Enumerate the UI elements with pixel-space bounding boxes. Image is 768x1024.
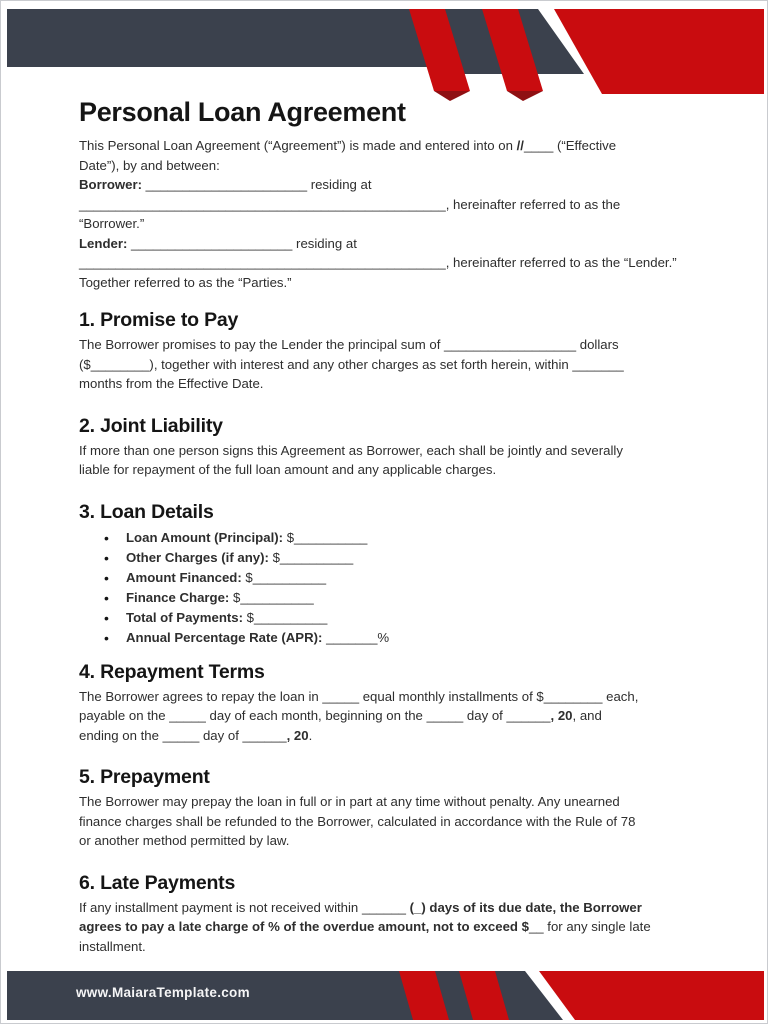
section-body-joint-liability [79,441,703,480]
blank-amount-financed: $__________ [245,569,327,585]
text-run: ), together with interest and any other charges as set forth herein, within [149,356,573,372]
text-run: Annual Percentage Rate (APR): [126,629,327,645]
date-placeholder: // [516,138,524,153]
blank-loan-amount: $__________ [286,529,368,545]
blank-effective-date: ____ [523,138,554,153]
loan-detail-item [79,548,703,568]
intro-paragraph [79,136,703,292]
text-run: , 20 [550,708,573,723]
text-run: residing at [296,235,357,251]
text-run: Total of Payments: [126,609,247,625]
blank-end-day: _____ [162,727,200,743]
blank-total-payments: $__________ [246,609,328,625]
text-run: This Personal Loan Agreement (“Agreement”) is made and entered into on [79,138,517,153]
blank-installment-amount: ________ [543,688,603,704]
section-body-late-payments [79,898,703,957]
section-heading-late-payments: 6. Late Payments [79,871,236,894]
section-heading-prepayment: 5. Prepayment [79,766,210,788]
loan-detail-item [79,528,703,548]
text-run: or another method permitted by law. [79,833,290,848]
blank-payment-day: _____ [169,708,206,723]
text-run: The Borrower agrees to repay the loan in [79,688,323,704]
text-run: day of [463,708,507,723]
text-run: agrees to pay a late charge of % of the overdue amount, not to exceed $ [79,919,529,934]
loan-details-list [79,528,703,648]
text-run: each, [602,688,639,704]
loan-detail-item [79,588,703,608]
document-title: Personal Loan Agreement [79,97,406,127]
blank-term-months: _______ [572,356,624,372]
blank-begin-day: _____ [426,708,464,723]
blank-late-cap: __ [528,919,544,934]
text-run: (“Effective [553,138,617,153]
text-run: “Borrower.” [79,216,145,231]
blank-end-month: ______ [242,727,287,743]
section-heading-loan-details: 3. Loan Details [79,500,214,523]
text-run: , hereinafter referred to as the “Lender.” [445,255,677,270]
lender-label: Lender: [79,235,128,251]
section-heading-promise-to-pay: 1. Promise to Pay [79,309,239,331]
text-run: Amount Financed: [126,569,246,585]
blank-borrower-address: __________________________________________________ [79,196,446,212]
blank-lender-address: __________________________________________________ [79,255,446,270]
text-run: Other Charges (if any): [126,549,273,565]
text-run: Finance Charge: [126,589,233,605]
loan-detail-item [79,608,703,628]
blank-apr: _______ [326,629,378,645]
text-run: The Borrower promises to pay the Lender the principal sum of [79,337,445,352]
text-run: The Borrower may prepay the loan in full or in part at any time without penalty. Any unearned [79,794,620,809]
text-run: liable for repayment of the full loan amount and any applicable charges. [79,462,497,477]
text-run: day of [199,727,243,743]
section-body-repayment-terms [79,687,703,746]
loan-detail-item [79,568,703,588]
text-run: equal monthly installments of $ [359,688,544,704]
text-run: installment. [79,938,146,954]
text-run: residing at [310,177,372,192]
text-run: Loan Amount (Principal): [126,529,287,545]
text-run: If more than one person signs this Agreement as Borrower, each shall be jointly and severally [79,442,623,458]
text-run: % [377,629,390,645]
section-body-prepayment [79,792,703,851]
blank-grace-days: ______ [361,899,410,915]
section-body-promise-to-pay [79,335,703,394]
text-run: , 20 [286,727,309,743]
text-run: ending on the [79,727,163,743]
text-run: dollars [576,337,619,352]
text-run: (_) days of its due date, the Borrower [409,899,642,915]
borrower-label: Borrower: [79,177,143,192]
text-run: , and [572,708,602,723]
text-run: , hereinafter referred to as the [445,196,621,212]
text-run: finance charges shall be refunded to the Borrower, calculated in accordance with the Rule of 78 [79,813,636,829]
section-heading-joint-liability: 2. Joint Liability [79,414,223,437]
text-run: If any installment payment is not received within [79,899,362,915]
loan-detail-item [79,628,703,648]
document-content [79,1,703,956]
blank-principal-words: __________________ [444,337,577,352]
blank-other-charges: $__________ [272,549,354,565]
blank-borrower-name: ______________________ [142,177,311,192]
blank-lender-name: ______________________ [127,235,297,251]
text-run: day of each month, beginning on the [205,708,427,723]
sections [79,307,703,956]
blank-principal-amount: ________ [90,356,150,372]
section-heading-repayment-terms: 4. Repayment Terms [79,660,265,683]
text-run: payable on the [79,708,170,723]
blank-finance-charge: $__________ [233,589,314,605]
text-run: Together referred to as the “Parties.” [79,274,292,290]
blank-installment-count: _____ [322,688,360,704]
footer-red-panel [539,971,764,1020]
text-run: Date”), by and between: [79,157,220,173]
text-run: ($ [79,356,91,372]
text-run: for any single late [543,919,651,934]
blank-begin-month: ______ [506,708,551,723]
text-run: months from the Effective Date. [79,376,264,391]
text-run: . [308,727,313,743]
footer-website: www.MaiaraTemplate.com [76,985,250,1000]
